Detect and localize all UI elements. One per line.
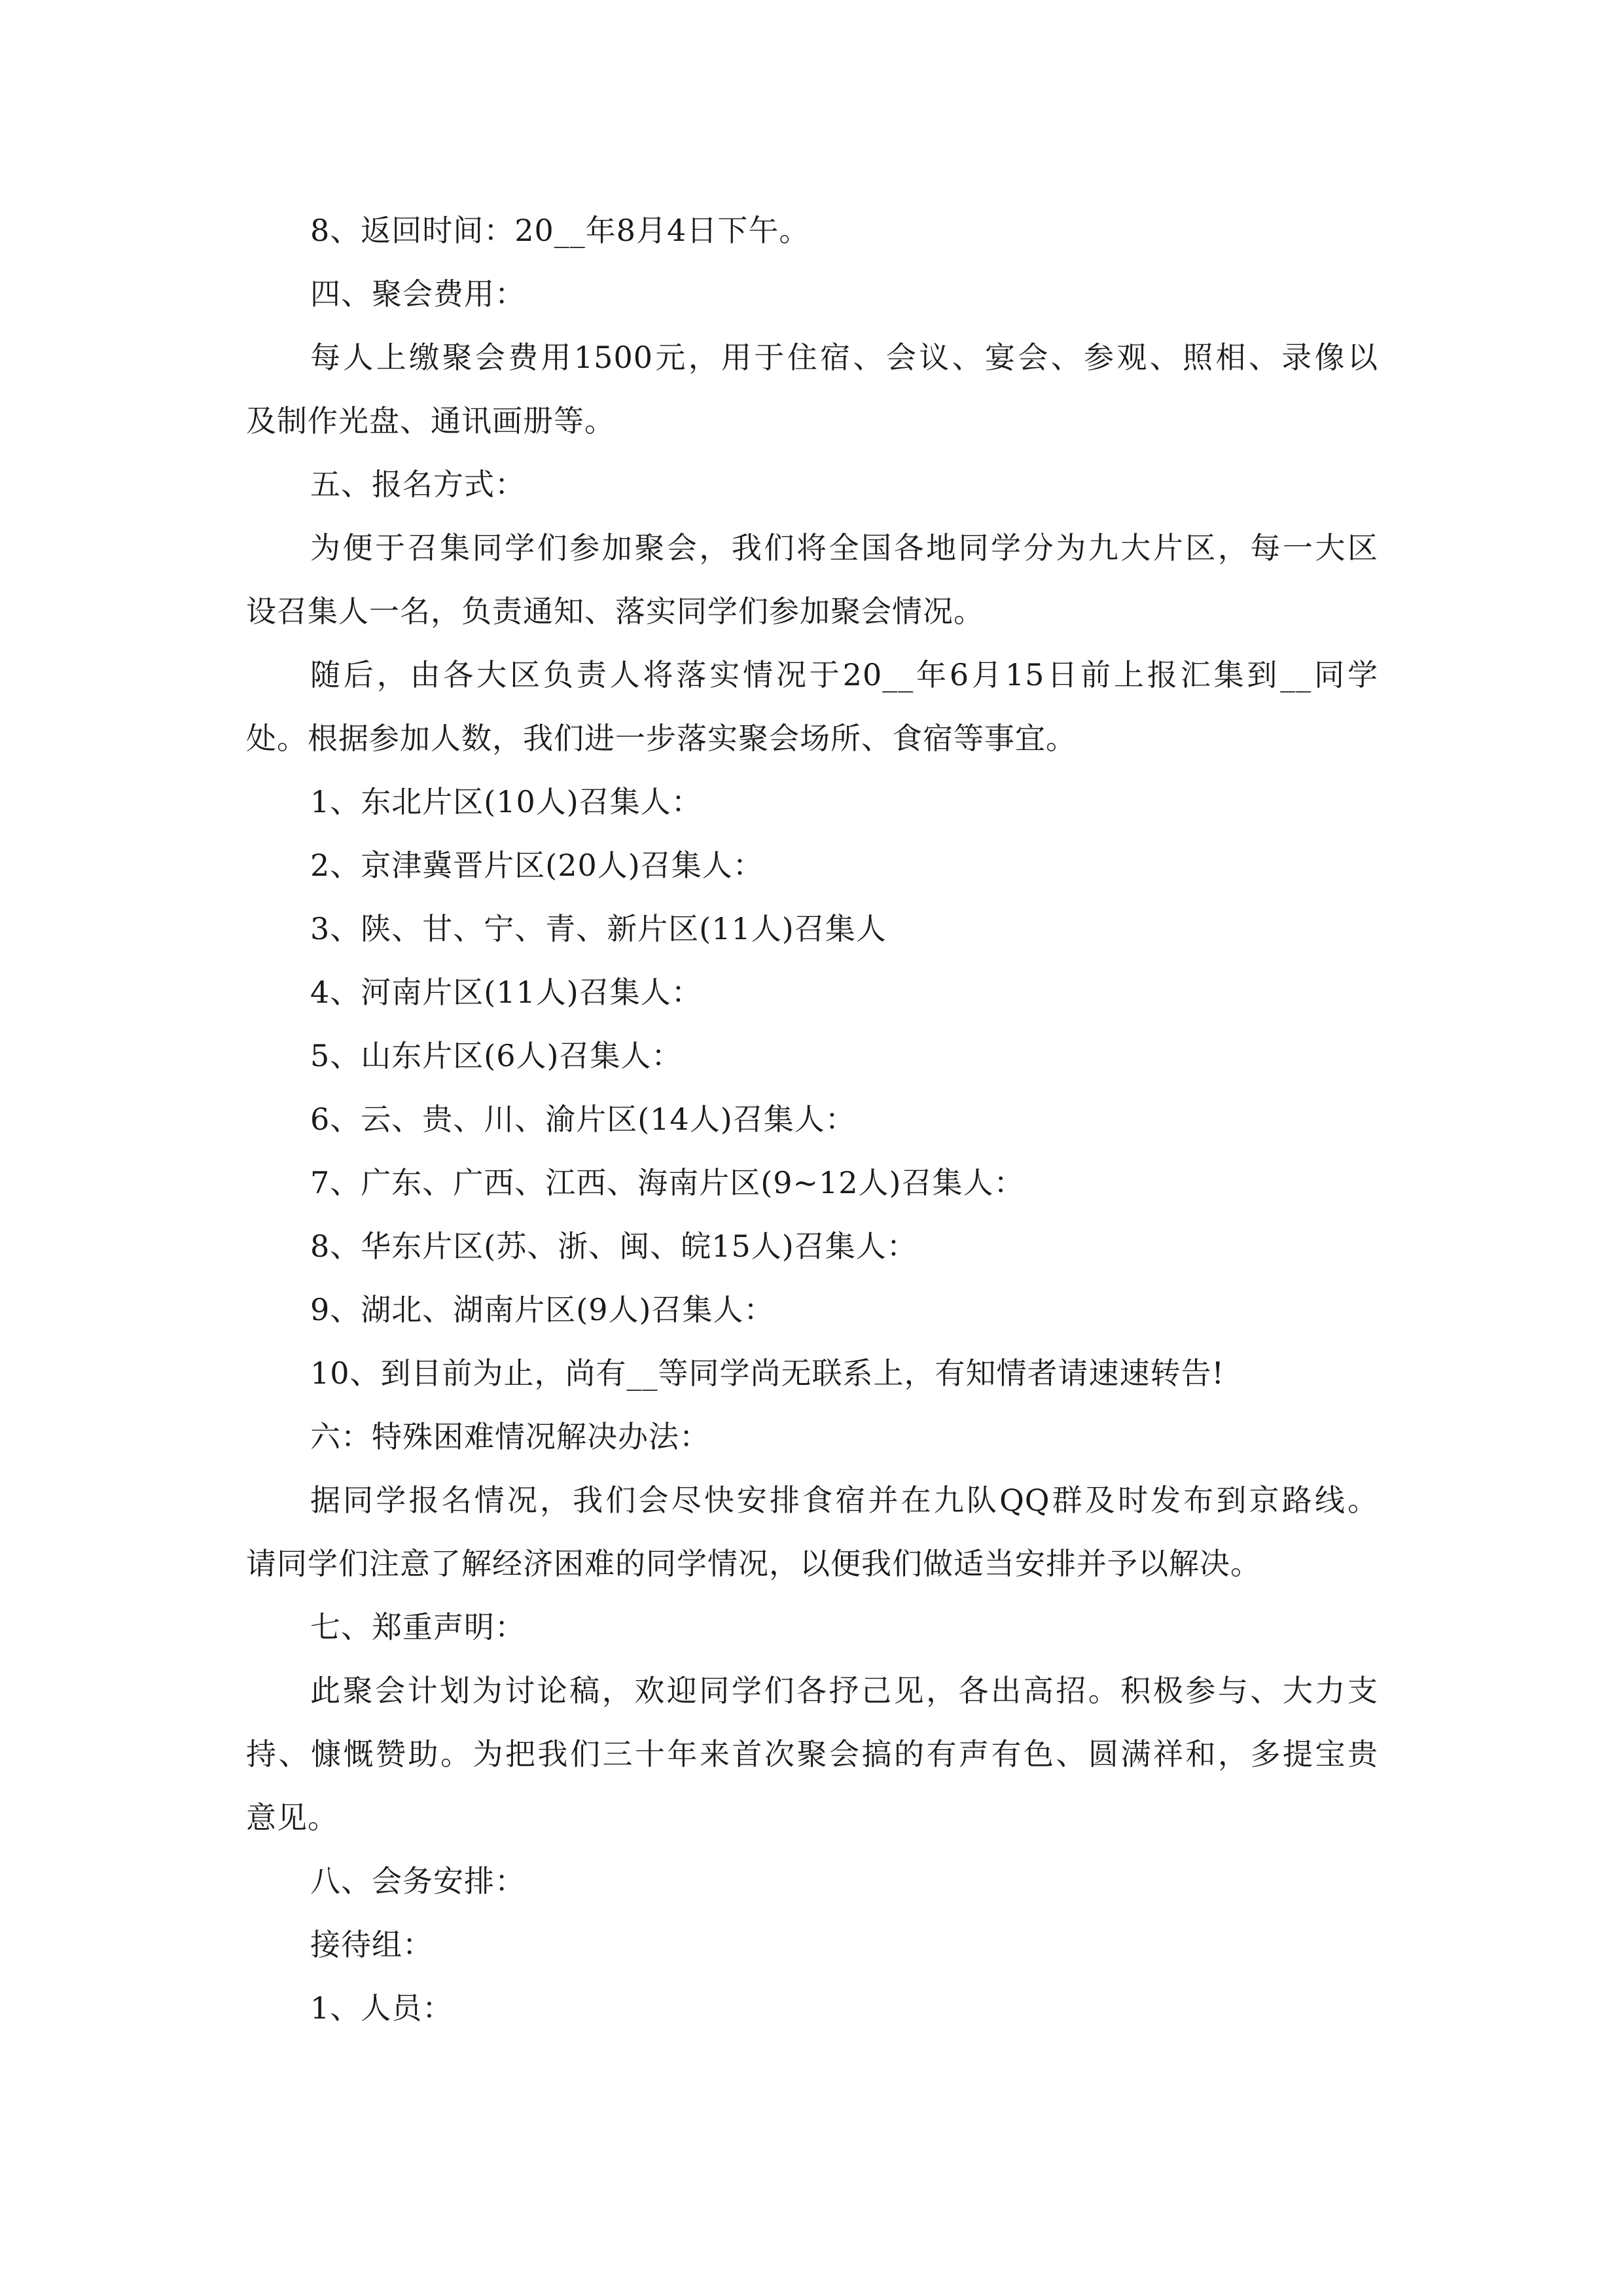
text-line: 8、返回时间：20__年8月4日下午。 xyxy=(310,213,810,248)
text-line: 随后，由各大区负责人将落实情况于20__年6月15日前上报汇集到__同学 xyxy=(310,657,1378,692)
text-line: 1、东北片区(10人)召集人： xyxy=(310,784,702,819)
text-line: 1、人员： xyxy=(310,1990,454,2026)
text-line: 7、广东、广西、江西、海南片区(9~12人)召集人： xyxy=(310,1165,1025,1200)
text-line: 请同学们注意了解经济困难的同学情况，以便我们做适当安排并予以解决。 xyxy=(246,1546,1261,1581)
text-line: 七、郑重声明： xyxy=(310,1609,526,1645)
text-line: 3、陕、甘、宁、青、新片区(11人)召集人 xyxy=(310,911,887,946)
text-line: 八、会务安排： xyxy=(310,1863,526,1899)
text-line: 此聚会计划为讨论稿，欢迎同学们各抒己见，各出高招。积极参与、大力支 xyxy=(310,1673,1378,1708)
text-line: 4、河南片区(11人)召集人： xyxy=(310,975,702,1010)
text-line: 9、湖北、湖南片区(9人)召集人： xyxy=(310,1292,775,1327)
text-line: 持、慷慨赞助。为把我们三十年来首次聚会搞的有声有色、圆满祥和，多提宝贵 xyxy=(246,1736,1378,1772)
text-line: 6、云、贵、川、渝片区(14人)召集人： xyxy=(310,1102,856,1137)
text-line: 10、到目前为止，尚有__等同学尚无联系上，有知情者请速速转告! xyxy=(310,1355,1225,1391)
text-line: 为便于召集同学们参加聚会，我们将全国各地同学分为九大片区，每一大区 xyxy=(310,530,1378,565)
text-line: 接待组： xyxy=(310,1927,433,1962)
text-line: 2、京津冀晋片区(20人)召集人： xyxy=(310,848,764,883)
text-line: 处。根据参加人数，我们进一步落实聚会场所、食宿等事宜。 xyxy=(246,721,1077,756)
text-line: 五、报名方式： xyxy=(310,467,526,502)
document-body xyxy=(246,199,1378,2040)
text-line: 8、华东片区(苏、浙、闽、皖15人)召集人： xyxy=(310,1229,918,1264)
text-line: 四、聚会费用： xyxy=(310,276,526,312)
text-line: 5、山东片区(6人)召集人： xyxy=(310,1038,683,1073)
text-line: 每人上缴聚会费用1500元，用于住宿、会议、宴会、参观、照相、录像以 xyxy=(310,340,1378,375)
text-line: 意见。 xyxy=(246,1800,338,1835)
text-line: 据同学报名情况，我们会尽快安排食宿并在九队QQ群及时发布到京路线。 xyxy=(310,1482,1378,1518)
text-line: 设召集人一名，负责通知、落实同学们参加聚会情况。 xyxy=(246,594,984,629)
text-line: 及制作光盘、通讯画册等。 xyxy=(246,403,615,439)
text-line: 六：特殊困难情况解决办法： xyxy=(310,1419,710,1454)
